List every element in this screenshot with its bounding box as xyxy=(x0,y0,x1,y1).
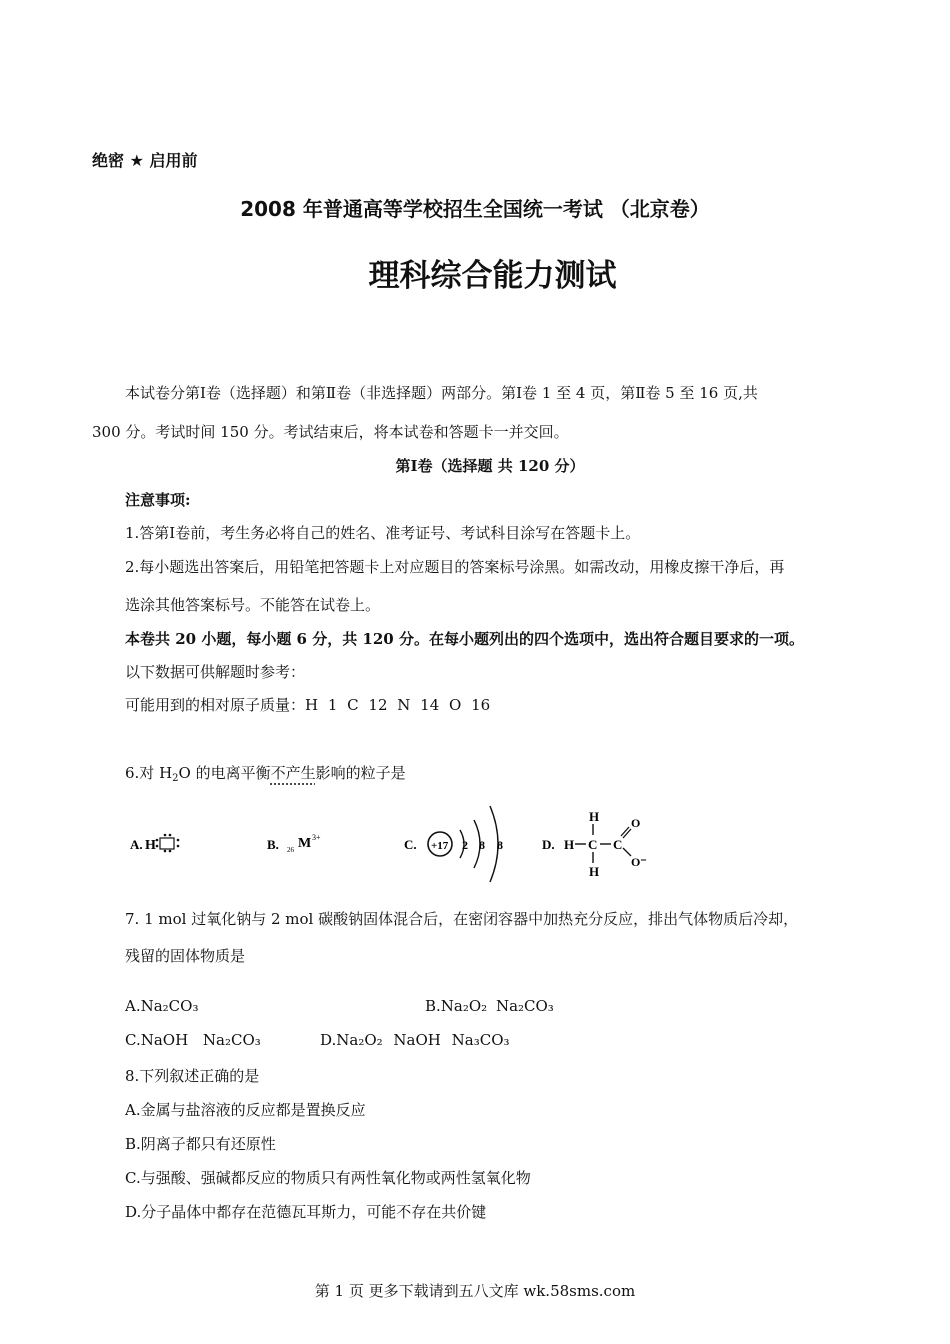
q6-option-c-shell-2: 8 xyxy=(479,838,485,852)
q6-option-b-label: B. xyxy=(267,837,279,852)
exam-title: 2008 年普通高等学校招生全国统一考试 （北京卷） xyxy=(240,197,710,221)
notes-item-2-cont: 选涂其他答案标号。不能答在试卷上。 xyxy=(125,596,381,614)
q6-option-d-label: D. xyxy=(542,837,555,852)
intro-line-1: 本试卷分第Ⅰ卷（选择题）和第Ⅱ卷（非选择题）两部分。第Ⅰ卷 1 至 4 页，第Ⅱ卷 5 至 16 页,共 xyxy=(125,384,758,402)
q6-option-a-label: A. xyxy=(130,837,143,852)
q6-option-c-nucleus: +17 xyxy=(431,840,449,852)
q6-option-d-c1: C xyxy=(588,837,598,852)
section-title: 第Ⅰ卷（选择题 共 120 分） xyxy=(395,457,585,475)
q8-option-a: A.金属与盐溶液的反应都是置换反应 xyxy=(125,1101,366,1119)
q6-option-d-h-top: H xyxy=(589,809,600,824)
q7-option-a: A.Na₂CO₃ xyxy=(125,997,199,1015)
notes-item-1: 1.答第Ⅰ卷前，考生务必将自己的姓名、准考证号、考试科目涂写在答题卡上。 xyxy=(125,524,641,542)
page-footer: 第 1 页 更多下载请到五八文库 wk.58sms.com xyxy=(314,1282,636,1300)
question-8-stem: 8.下列叙述正确的是 xyxy=(125,1067,260,1085)
q6-option-b-m: M xyxy=(298,836,312,851)
q6-option-a-figure xyxy=(128,800,208,890)
q6-option-c-shell-3: 8 xyxy=(497,838,503,852)
question-7-stem: 7. 1 mol 过氧化钠与 2 mol 碳酸钠固体混合后，在密闭容器中加热充分反应，排出气体物质后冷却， xyxy=(125,910,799,928)
secret-label: 绝密 ★ 启用前 xyxy=(92,151,198,170)
q6-option-d-h-left: H xyxy=(564,837,575,852)
q6-option-c-shell-1: 2 xyxy=(462,838,468,852)
q6-option-b-sup: 3+ xyxy=(312,833,321,842)
q7-option-c: C.NaOH Na₂CO₃ xyxy=(125,1031,261,1049)
q6-option-d-figure xyxy=(540,800,660,890)
subject-title: 理科综合能力测试 xyxy=(368,258,617,294)
q6-option-b-sub: 26 xyxy=(287,846,294,854)
intro-line-2: 300 分。考试时间 150 分。考试结束后，将本试卷和答题卡一并交回。 xyxy=(92,423,569,441)
question-7-stem-cont: 残留的固体物质是 xyxy=(125,947,246,965)
q6-option-d-o-minus: O⁻ xyxy=(631,855,647,869)
scoring-note: 本卷共 20 小题，每小题 6 分，共 120 分。在每小题列出的四个选项中，选出符合题目要求的一项。 xyxy=(125,630,804,648)
q6-option-d-c2: C xyxy=(613,837,623,852)
q6-option-c-label: C. xyxy=(404,837,417,852)
atomic-masses: 可能用到的相对原子质量：H 1 C 12 N 14 O 16 xyxy=(125,696,491,714)
q8-option-b: B.阴离子都只有还原性 xyxy=(125,1135,276,1153)
q6-option-a-h: H xyxy=(145,838,156,853)
q6-option-d-o-double: O xyxy=(631,816,641,830)
q8-option-c: C.与强酸、强碱都反应的物质只有两性氧化物或两性氢氧化物 xyxy=(125,1169,531,1187)
q7-option-d: D.Na₂O₂ NaOH Na₃CO₃ xyxy=(320,1031,510,1049)
q7-option-b: B.Na₂O₂ Na₂CO₃ xyxy=(425,997,554,1015)
q6-option-c-figure xyxy=(402,800,522,890)
q6-option-d-h-bottom: H xyxy=(589,864,600,879)
notes-heading: 注意事项: xyxy=(125,491,191,509)
question-6-stem: 6.对 $H_2O$ 的电离平衡不产生影响的粒子是 xyxy=(125,764,406,784)
reference-note: 以下数据可供解题时参考： xyxy=(125,663,306,681)
q8-option-d: D.分子晶体中都存在范德瓦耳斯力，可能不存在共价键 xyxy=(125,1203,487,1221)
notes-item-2: 2.每小题选出答案后，用铅笔把答题卡上对应题目的答案标号涂黑。如需改动，用橡皮擦干净后，再 xyxy=(125,558,785,576)
q6-option-b-figure xyxy=(265,800,345,890)
